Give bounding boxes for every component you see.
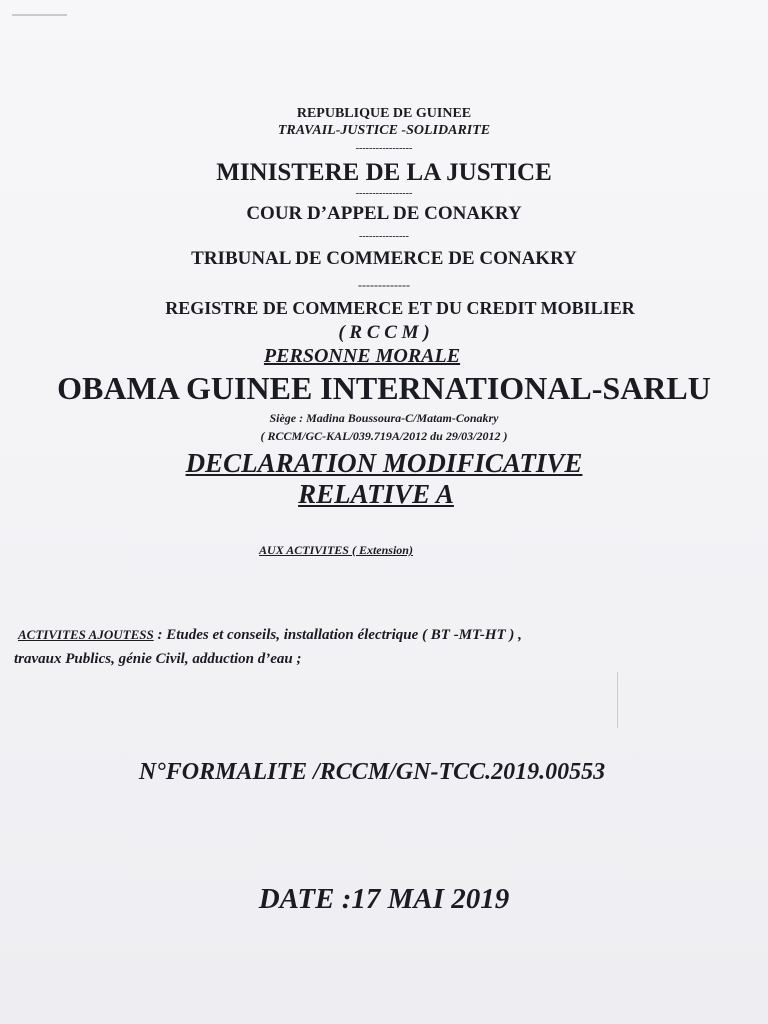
national-motto: TRAVAIL-JUSTICE -SOLIDARITE xyxy=(277,123,491,138)
company-name: OBAMA GUINEE INTERNATIONAL-SARLU xyxy=(57,370,711,406)
tribunal-title: TRIBUNAL DE COMMERCE DE CONAKRY xyxy=(191,248,577,269)
activities-text-line-1: : Etudes et conseils, installation électrique ( BT -MT-HT ) , xyxy=(153,627,522,643)
company-siege: Siège : Madina Boussoura-C/Matam-Conakry xyxy=(269,411,499,425)
separator: ----------------- xyxy=(355,143,413,154)
ministry-title: MINISTERE DE LA JUSTICE xyxy=(216,159,552,186)
document-date: DATE :17 MAI 2019 xyxy=(258,883,510,915)
registry-acronym: ( R C C M ) xyxy=(338,322,430,343)
activities-label: ACTIVITES AJOUTESS xyxy=(18,627,154,642)
scan-mark-right xyxy=(617,672,618,728)
declaration-subtitle: RELATIVE A xyxy=(298,479,454,509)
separator: --------------- xyxy=(359,231,409,242)
entity-type: PERSONNE MORALE xyxy=(263,345,461,367)
formalite-number: N°FORMALITE /RCCM/GN-TCC.2019.00553 xyxy=(138,759,606,785)
declaration-scope: AUX ACTIVITES ( Extension) xyxy=(259,543,413,557)
separator: ----------------- xyxy=(355,188,413,199)
scan-mark-top-left xyxy=(12,14,67,16)
activities-paragraph xyxy=(18,627,522,644)
registry-title: REGISTRE DE COMMERCE ET DU CREDIT MOBILIER xyxy=(165,298,635,318)
court-title: COUR D’APPEL DE CONAKRY xyxy=(246,203,522,224)
activities-text-line-2: travaux Publics, génie Civil, adduction d’eau ; xyxy=(14,651,302,667)
separator: ------------- xyxy=(358,278,410,292)
country-name: REPUBLIQUE DE GUINEE xyxy=(296,106,472,121)
declaration-title: DECLARATION MODIFICATIVE xyxy=(185,448,583,478)
company-rccm: ( RCCM/GC-KAL/039.719A/2012 du 29/03/2012 ) xyxy=(260,429,508,443)
